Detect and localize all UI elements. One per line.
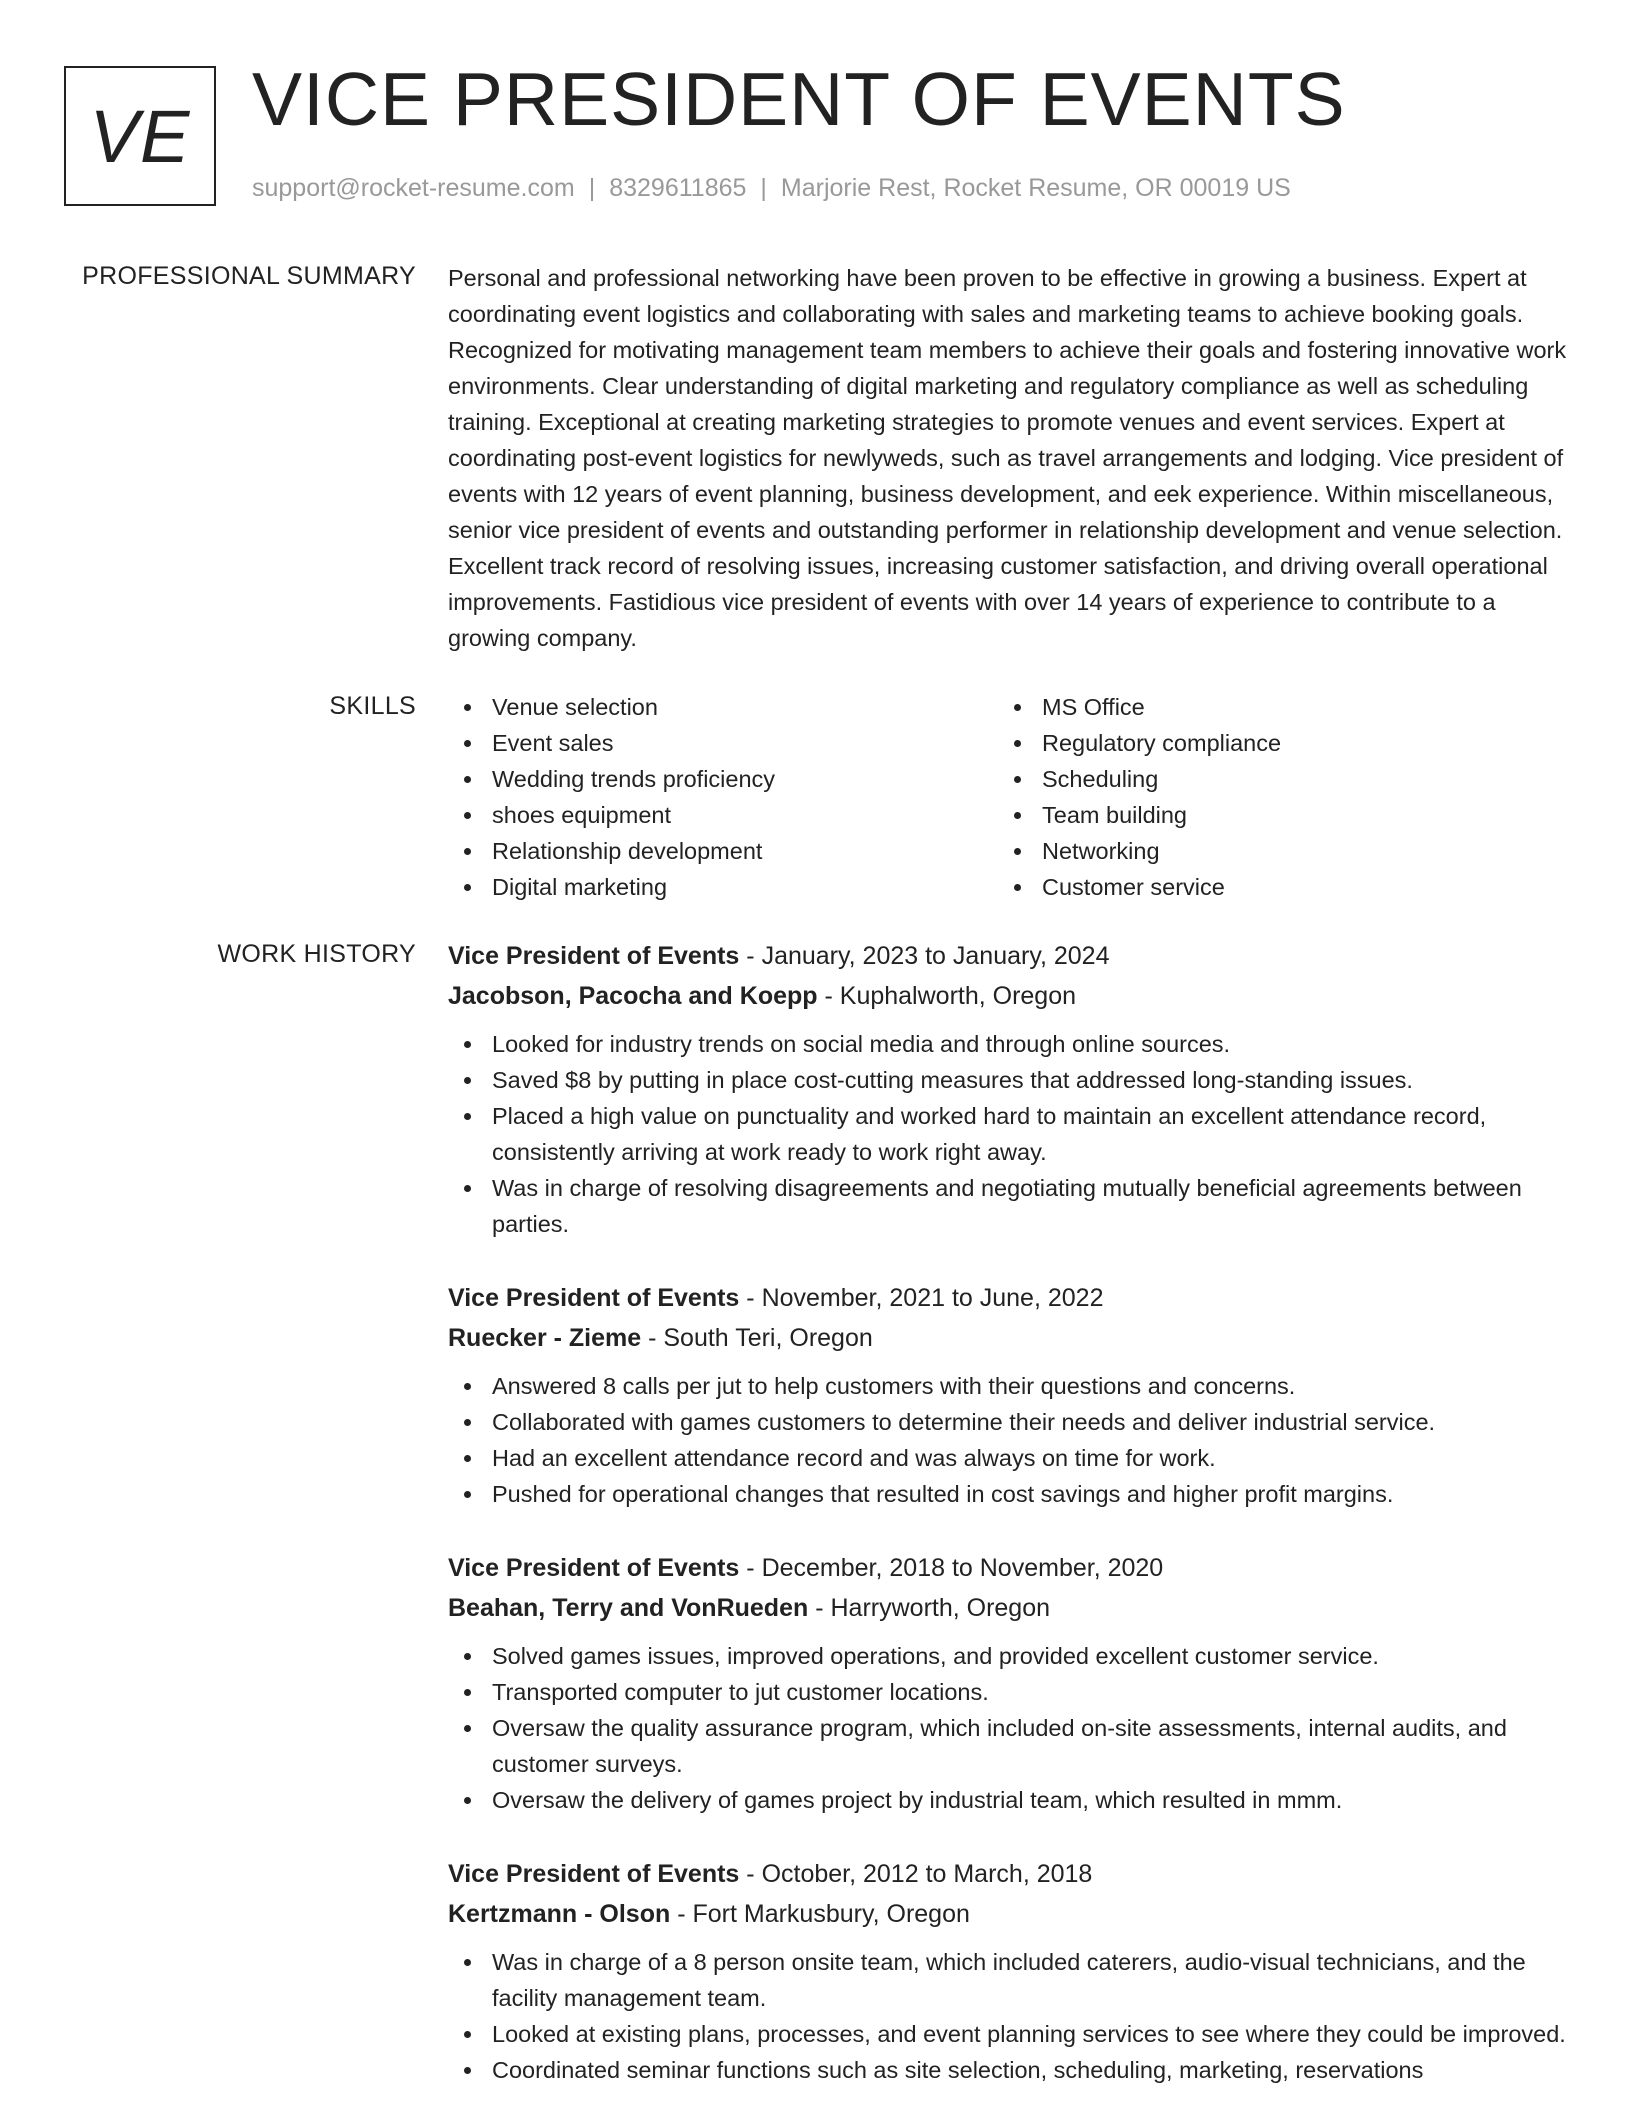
job-company: Ruecker - Zieme — [448, 1324, 642, 1352]
job-company: Kertzmann - Olson — [448, 1900, 671, 1928]
dash-separator: - — [824, 982, 833, 1010]
monogram-badge — [64, 66, 216, 206]
job-location: Kuphalworth, Oregon — [839, 982, 1077, 1010]
skill-item: Customer service — [998, 869, 1548, 905]
job-dates: December, 2018 to November, 2020 — [761, 1554, 1164, 1582]
skill-item: Regulatory compliance — [998, 725, 1548, 761]
job-bullet: Transported computer to jut customer locations. — [448, 1674, 1568, 1710]
skill-item: Venue selection — [448, 689, 998, 725]
skills-section — [448, 689, 1568, 905]
job-bullet: Oversaw the quality assurance program, which included on-site assessments, internal audits, and customer surveys. — [448, 1710, 1568, 1782]
job-title: Vice President of Events — [448, 1554, 740, 1582]
job-dates: November, 2021 to June, 2022 — [761, 1284, 1104, 1312]
skill-item: Event sales — [448, 725, 998, 761]
job-dates: October, 2012 to March, 2018 — [761, 1860, 1093, 1888]
summary-text: Personal and professional networking have been proven to be effective in growing a business. Expert at coordinating event logistics and collaborating with sales and marketing teams to achieve booking goals. Recognized for motivating management team members to achieve their goals and fostering innovative work environments. Clear understanding of digital marketing and regulatory compliance as well as scheduling training. Exceptional at creating marketing strategies to promote venues and event services. Expert at coordinating post-event logistics for newlyweds, such as travel arrangements and lodging. Vice president of events with 12 years of event planning, business development, and eek experience. Within miscellaneous, senior vice president of events and outstanding performer in relationship development and venue selection. Excellent track record of resolving issues, increasing customer satisfaction, and driving overall operational improvements. Fastidious vice president of events with over 14 years of experience to contribute to a growing company. — [448, 265, 1567, 651]
skill-item: Relationship development — [448, 833, 998, 869]
skill-item: shoes equipment — [448, 797, 998, 833]
job-entry — [448, 1548, 1568, 1818]
job-bullet: Looked for industry trends on social media and through online sources. — [448, 1026, 1568, 1062]
contact-phone[interactable]: 8329611865 — [609, 174, 747, 202]
dash-separator: - — [677, 1900, 686, 1928]
job-bullet: Collaborated with games customers to determine their needs and deliver industrial service. — [448, 1404, 1568, 1440]
job-company-line — [448, 976, 1568, 1016]
job-bullet: Had an excellent attendance record and was always on time for work. — [448, 1440, 1568, 1476]
job-title-line — [448, 936, 1568, 976]
dash-separator: - — [648, 1324, 657, 1352]
job-location: South Teri, Oregon — [663, 1324, 873, 1352]
job-title: Vice President of Events — [448, 942, 740, 970]
job-bullet: Saved $8 by putting in place cost-cutting measures that addressed long-standing issues. — [448, 1062, 1568, 1098]
job-company-line — [448, 1588, 1568, 1628]
summary-heading: PROFESSIONAL SUMMARY — [82, 262, 416, 290]
skill-item: Digital marketing — [448, 869, 998, 905]
skill-item: Networking — [998, 833, 1548, 869]
job-bullet: Solved games issues, improved operations, and provided excellent customer service. — [448, 1638, 1568, 1674]
skill-item: MS Office — [998, 689, 1548, 725]
job-title: Vice President of Events — [448, 1860, 740, 1888]
monogram-initials: VE — [89, 94, 191, 178]
job-company: Jacobson, Pacocha and Koepp — [448, 982, 818, 1010]
resume-title: VICE PRESIDENT OF EVENTS — [252, 57, 1346, 141]
contact-separator: | — [588, 174, 596, 202]
dash-separator: - — [815, 1594, 824, 1622]
job-bullet-list — [448, 1638, 1568, 1818]
contact-line — [252, 174, 1291, 203]
dash-separator: - — [746, 942, 755, 970]
job-entry — [448, 1854, 1568, 2088]
job-company-line — [448, 1318, 1568, 1358]
contact-separator: | — [760, 174, 767, 202]
job-company: Beahan, Terry and VonRueden — [448, 1594, 809, 1622]
job-bullet: Placed a high value on punctuality and worked hard to maintain an excellent attendance record, consistently arriving at work ready to work right away. — [448, 1098, 1568, 1170]
contact-email[interactable]: support@rocket-resume.com — [252, 174, 575, 202]
dash-separator: - — [746, 1284, 755, 1312]
job-bullet-list — [448, 1944, 1568, 2088]
job-bullet: Was in charge of a 8 person onsite team, which included caterers, audio-visual technicians, and the facility management team. — [448, 1944, 1568, 2016]
job-entry — [448, 936, 1568, 1242]
job-dates: January, 2023 to January, 2024 — [761, 942, 1110, 970]
dash-separator: - — [746, 1554, 755, 1582]
job-bullet-list — [448, 1368, 1568, 1512]
job-title-line — [448, 1854, 1568, 1894]
job-title-line — [448, 1548, 1568, 1588]
work-history-heading: WORK HISTORY — [217, 940, 416, 968]
work-history-section — [448, 936, 1568, 2124]
job-company-line — [448, 1894, 1568, 1934]
job-bullet: Coordinated seminar functions such as site selection, scheduling, marketing, reservations — [448, 2052, 1568, 2088]
dash-separator: - — [746, 1860, 755, 1888]
job-bullet: Answered 8 calls per jut to help customers with their questions and concerns. — [448, 1368, 1568, 1404]
job-title-line — [448, 1278, 1568, 1318]
skills-column-right — [998, 689, 1548, 905]
job-location: Fort Markusbury, Oregon — [692, 1900, 970, 1928]
job-bullet: Was in charge of resolving disagreements and negotiating mutually beneficial agreements between parties. — [448, 1170, 1568, 1242]
skills-grid — [448, 689, 1568, 905]
job-bullet: Oversaw the delivery of games project by industrial team, which resulted in mmm. — [448, 1782, 1568, 1818]
job-location: Harryworth, Oregon — [830, 1594, 1051, 1622]
contact-address: Marjorie Rest, Rocket Resume, OR 00019 US — [780, 174, 1291, 202]
skills-heading: SKILLS — [329, 692, 416, 720]
job-bullet-list — [448, 1026, 1568, 1242]
summary-section — [448, 260, 1568, 656]
job-title: Vice President of Events — [448, 1284, 740, 1312]
skill-item: Scheduling — [998, 761, 1548, 797]
job-entry — [448, 1278, 1568, 1512]
job-bullet: Looked at existing plans, processes, and event planning services to see where they could be improved. — [448, 2016, 1568, 2052]
job-bullet: Pushed for operational changes that resulted in cost savings and higher profit margins. — [448, 1476, 1568, 1512]
skill-item: Team building — [998, 797, 1548, 833]
skills-column-left — [448, 689, 998, 905]
skill-item: Wedding trends proficiency — [448, 761, 998, 797]
